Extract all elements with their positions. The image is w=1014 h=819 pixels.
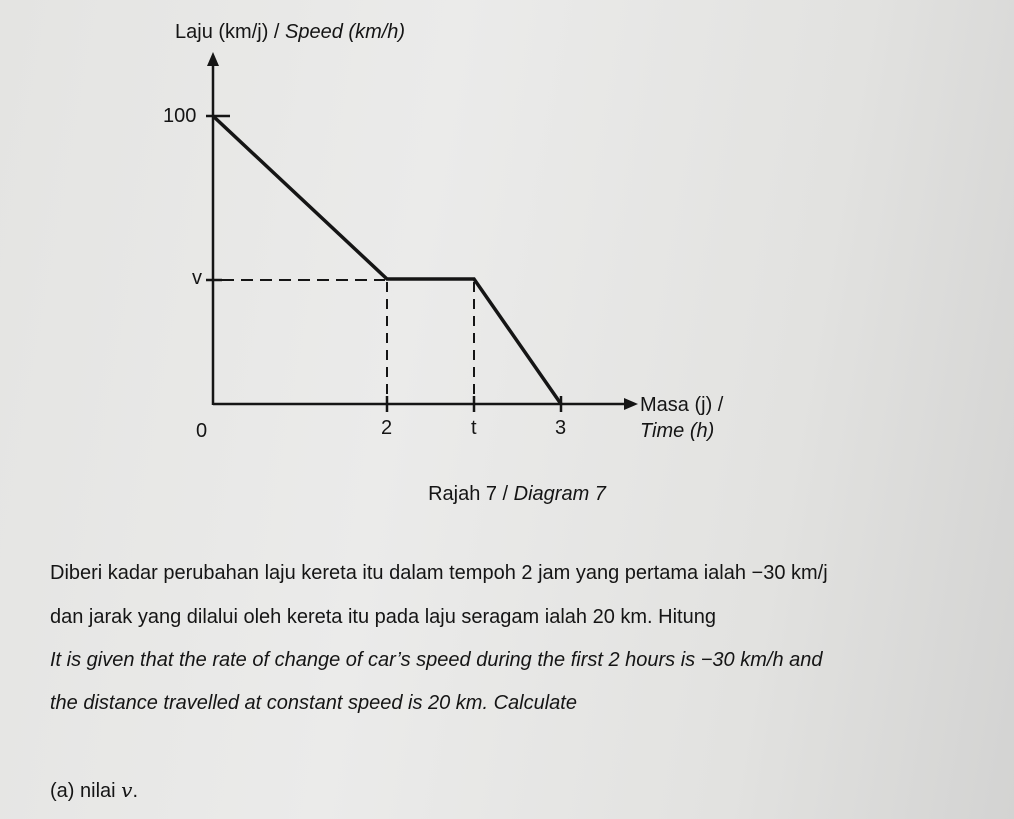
question-a-text: nilai <box>80 780 122 802</box>
x-axis-label-malay: Masa (j) / <box>640 394 724 416</box>
caption-english: Diagram 7 <box>513 483 606 505</box>
y-axis-arrowhead <box>207 52 219 66</box>
x-tick-3-label: 3 <box>555 417 567 439</box>
speed-graph-line <box>213 116 561 404</box>
problem-english-line-1: It is given that the rate of change of car’s speed during the first 2 hours is −30 km/h and <box>50 649 823 671</box>
problem-malay-line-2: dan jarak yang dilalui oleh kereta itu pada laju seragam ialah 20 km. Hitung <box>50 606 716 628</box>
x-tick-t-label: t <box>471 417 477 439</box>
origin-label: 0 <box>196 420 208 442</box>
problem-malay-line-1: Diberi kadar perubahan laju kereta itu dalam tempoh 2 jam yang pertama ialah −30 km/j <box>50 562 828 584</box>
x-tick-2-label: 2 <box>381 417 393 439</box>
x-axis-arrowhead <box>624 398 638 410</box>
y-axis-label <box>175 21 405 43</box>
diagram-caption <box>0 483 1014 506</box>
y-axis-label-malay: Laju (km/j) / <box>175 21 286 43</box>
y-tick-v-label: v <box>192 267 202 289</box>
problem-english-line-2: the distance travelled at constant speed is 20 km. Calculate <box>50 692 577 714</box>
y-tick-100-label: 100 <box>163 105 197 127</box>
question-a-variable: v <box>121 778 133 802</box>
question-a-label: (a) <box>50 780 75 802</box>
caption-malay: Rajah 7 / <box>428 483 514 505</box>
question-a <box>50 778 138 803</box>
y-axis-label-english: Speed (km/h) <box>285 21 406 43</box>
question-a-end: . <box>132 780 139 802</box>
x-axis-label-english: Time (h) <box>640 420 715 442</box>
